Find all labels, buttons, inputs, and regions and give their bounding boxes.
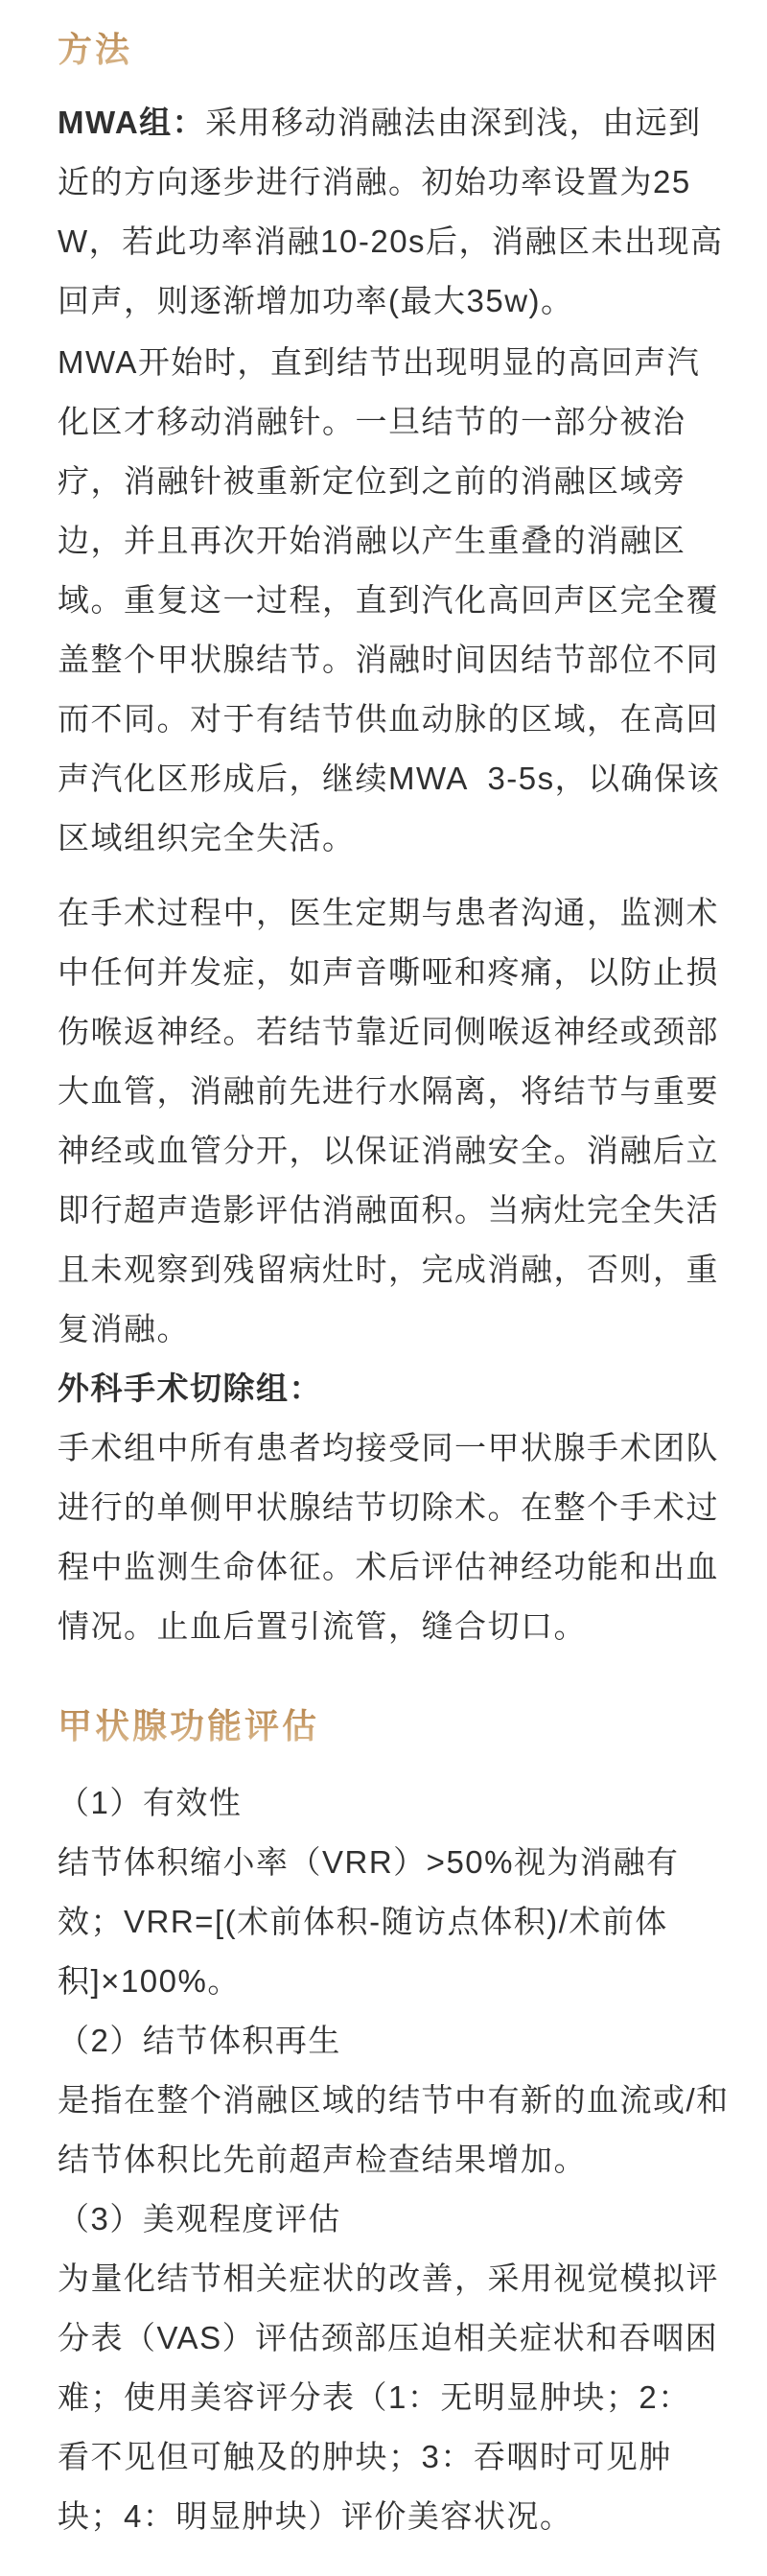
monitoring-paragraph [58, 883, 729, 1359]
text-line: 大血管，消融前先进行水隔离，将结节与重要 [58, 1073, 719, 1109]
text-line: 域。重复这一过程，直到汽化高回声区完全覆 [58, 582, 719, 618]
text-line: 结节体积比先前超声检查结果增加。 [58, 2142, 587, 2177]
text-line: 边，并且再次开始消融以产生重叠的消融区 [58, 523, 686, 558]
text-line: 且未观察到残留病灶时，完成消融，否则，重 [58, 1252, 719, 1287]
text-line: 程中监测生命体征。术后评估神经功能和出血 [58, 1549, 719, 1584]
text-line: 分表（VAS）评估颈部压迫相关症状和吞咽困 [58, 2320, 719, 2355]
text-line: 进行的单侧甲状腺结节切除术。在整个手术过 [58, 1489, 719, 1525]
text-line: 效；VRR=[(术前体积-随访点体积)/术前体 [58, 1904, 668, 1939]
text-line: MWA开始时，直到结节出现明显的高回声汽 [58, 344, 701, 380]
text-line: 结节体积缩小率（VRR）>50%视为消融有 [58, 1844, 680, 1880]
effectiveness-item [58, 1773, 729, 2011]
item-label: （3）美观程度评估 [58, 2201, 341, 2236]
thyroid-eval-heading: 甲状腺功能评估 [58, 1703, 729, 1749]
text-line: 神经或血管分开，以保证消融安全。消融后立 [58, 1133, 719, 1168]
mwa-group-paragraph [58, 93, 729, 331]
methods-heading: 方法 [58, 27, 729, 73]
cosmetic-item [58, 2190, 729, 2546]
surgery-group-heading-paragraph [58, 1359, 729, 1418]
surgery-group-label: 外科手术切除组： [58, 1370, 322, 1406]
text-line: 区域组织完全失活。 [58, 820, 356, 855]
text-line: 块；4：明显肿块）评价美容状况。 [58, 2498, 573, 2534]
text-line: 中任何并发症，如声音嘶哑和疼痛，以防止损 [58, 954, 719, 990]
mwa-group-label: MWA组： [58, 105, 206, 140]
text-line: 化区才移动消融针。一旦结节的一部分被治 [58, 404, 686, 439]
regeneration-item [58, 2011, 729, 2190]
item-label: （2）结节体积再生 [58, 2023, 341, 2058]
mwa-procedure-paragraph [58, 333, 729, 868]
text-line: 盖整个甲状腺结节。消融时间因结节部位不同 [58, 642, 719, 677]
text-line: 复消融。 [58, 1311, 190, 1347]
text-line: 而不同。对于有结节供血动脉的区域，在高回 [58, 701, 719, 737]
text-line: 近的方向逐步进行消融。初始功率设置为25 [58, 164, 691, 199]
text-line: 情况。止血后置引流管，缝合切口。 [58, 1608, 587, 1644]
text-line [58, 93, 729, 152]
text-line: 即行超声造影评估消融面积。当病灶完全失活 [58, 1192, 719, 1228]
text-line: 是指在整个消融区域的结节中有新的血流或/和 [58, 2082, 730, 2118]
text-line: W，若此功率消融10-20s后，消融区未出现高 [58, 223, 724, 259]
text-line: 为量化结节相关症状的改善，采用视觉模拟评 [58, 2260, 719, 2296]
text-line: 声汽化区形成后，继续MWA 3-5s，以确保该 [58, 761, 721, 796]
item-label: （1）有效性 [58, 1785, 243, 1820]
text-line: 伤喉返神经。若结节靠近同侧喉返神经或颈部 [58, 1014, 719, 1049]
text-line: 手术组中所有患者均接受同一甲状腺手术团队 [58, 1430, 719, 1465]
text-line: 疗，消融针被重新定位到之前的消融区域旁 [58, 463, 686, 499]
text-line: 积]×100%。 [58, 1963, 241, 1999]
text-line: 看不见但可触及的肿块；3：吞咽时可见肿 [58, 2439, 672, 2474]
text-line: 难；使用美容评分表（1：无明显肿块；2： [58, 2379, 691, 2415]
text-run: 采用移动消融法由深到浅，由远到 [205, 105, 702, 140]
text-line: 在手术过程中，医生定期与患者沟通，监测术 [58, 895, 719, 930]
surgery-group-paragraph [58, 1418, 729, 1656]
text-line: 回声，则逐渐增加功率(最大35w)。 [58, 283, 574, 318]
